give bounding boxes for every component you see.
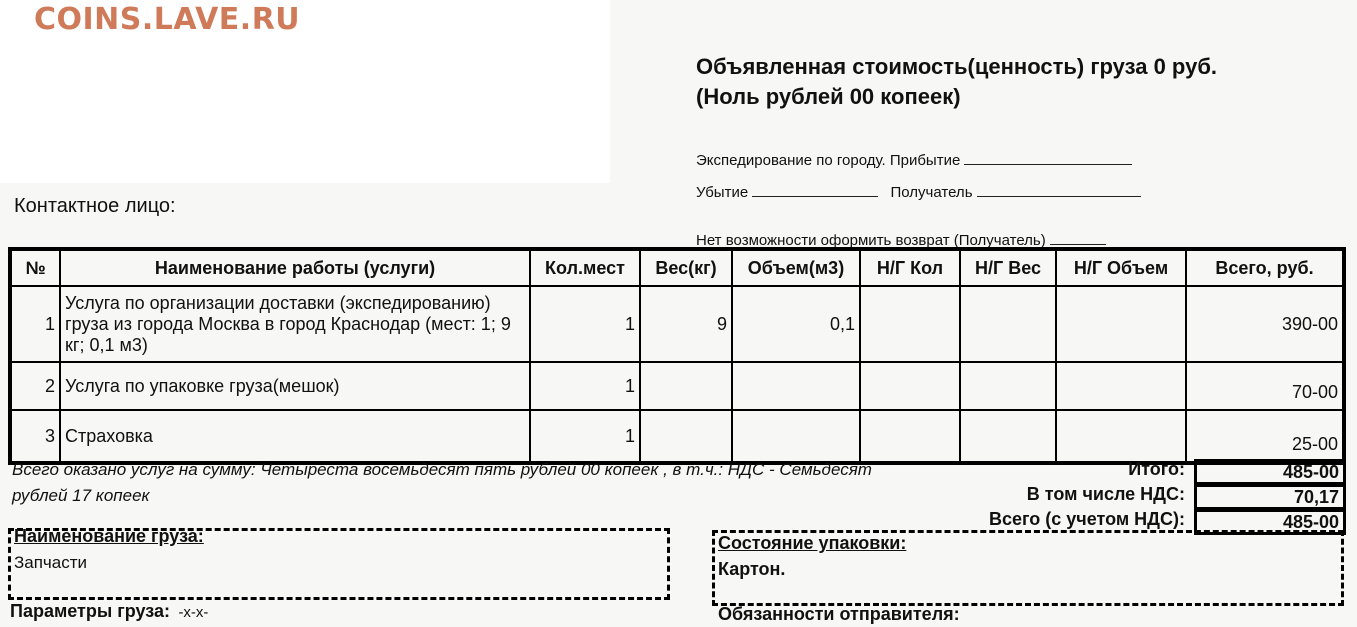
places-cell: 1 <box>530 410 640 463</box>
header-cell: Наименование работы (услуги) <box>60 249 530 286</box>
volume-cell: 0,1 <box>732 286 860 362</box>
total-cell: 25-00 <box>1186 410 1344 463</box>
ng-qty-cell <box>860 410 960 463</box>
ng-qty-cell <box>860 362 960 410</box>
weight-cell: 9 <box>640 286 732 362</box>
departure-blank <box>752 182 878 197</box>
return-note: Нет возможности оформить возврат (Получатель) <box>696 232 1046 249</box>
total-cell: 390-00 <box>1186 286 1344 362</box>
cargo-params-value: -x-x- <box>178 604 209 621</box>
table-row <box>10 410 1344 463</box>
volume-cell <box>732 362 860 410</box>
ng-volume-cell <box>1056 362 1186 410</box>
ng-volume-cell <box>1056 286 1186 362</box>
return-blank <box>1050 230 1106 245</box>
grand-total-value: 485-00 <box>1194 509 1346 535</box>
ng-volume-cell <box>1056 410 1186 463</box>
arrival-blank <box>964 150 1132 165</box>
places-cell: 1 <box>530 286 640 362</box>
cargo-params-line <box>10 601 208 622</box>
cargo-name-value: Запчасти <box>14 553 88 572</box>
row-number: 1 <box>10 286 60 362</box>
sender-duties-label: Обязанности отправителя: <box>718 604 960 624</box>
services-table <box>8 247 1346 465</box>
row-number: 2 <box>10 362 60 410</box>
ng-weight-cell <box>960 362 1056 410</box>
recipient-label: Получатель <box>890 184 973 201</box>
ng-weight-cell <box>960 286 1056 362</box>
header-cell: Н/Г Кол <box>860 249 960 286</box>
cargo-name-label: Наименование груза: <box>14 526 204 546</box>
itogo-label: Итого: <box>1128 459 1185 479</box>
packaging-state-label: Состояние упаковки: <box>718 533 907 553</box>
table-row <box>10 362 1344 410</box>
packaging-state-value: Картон. <box>718 559 786 579</box>
city-arrival-label: Экспедирование по городу. Прибытие <box>696 152 961 169</box>
declared-value-heading: Объявленная стоимость(ценность) груза 0 руб.(Ноль рублей 00 копеек) <box>696 54 1218 109</box>
table-header-row <box>10 249 1344 286</box>
service-name: Услуга по упаковке груза(мешок) <box>60 362 530 410</box>
header-cell: Вес(кг) <box>640 249 732 286</box>
itogo-value: 485-00 <box>1194 459 1346 485</box>
city-arrival-line <box>696 150 1132 169</box>
cargo-params-label: Параметры груза: <box>10 601 170 621</box>
header-cell: Объем(м3) <box>732 249 860 286</box>
total-cell: 70-00 <box>1186 362 1344 410</box>
vat-value: 70,17 <box>1194 484 1346 510</box>
header-cell: Всего, руб. <box>1186 249 1344 286</box>
ng-qty-cell <box>860 286 960 362</box>
services-summary: Всего оказано услуг на сумму: Четыреста восемьдесят пять рублей 00 копеек , в т.ч.: НДС - Семьдесят рублей 17 копеек <box>12 460 872 505</box>
watermark: COINS.LAVE.RU <box>34 2 301 37</box>
table-row <box>10 286 1344 362</box>
departure-label: Убытие <box>696 184 749 201</box>
vat-label: В том числе НДС: <box>1026 484 1185 504</box>
recipient-blank <box>977 182 1141 197</box>
service-name: Страховка <box>60 410 530 463</box>
row-number: 3 <box>10 410 60 463</box>
departure-line <box>696 182 1141 201</box>
contact-person-label: Контактное лицо: <box>14 195 176 217</box>
places-cell: 1 <box>530 362 640 410</box>
service-name: Услуга по организации доставки (экспедированию) груза из города Москва в город Краснодар (мест: 1; 9 кг; 0,1 м3) <box>60 286 530 362</box>
ng-weight-cell <box>960 410 1056 463</box>
header-cell: Н/Г Объем <box>1056 249 1186 286</box>
volume-cell <box>732 410 860 463</box>
weight-cell <box>640 362 732 410</box>
header-cell: Н/Г Вес <box>960 249 1056 286</box>
weight-cell <box>640 410 732 463</box>
header-cell: Кол.мест <box>530 249 640 286</box>
grand-total-label: Всего (с учетом НДС): <box>989 509 1185 529</box>
header-cell: № <box>10 249 60 286</box>
